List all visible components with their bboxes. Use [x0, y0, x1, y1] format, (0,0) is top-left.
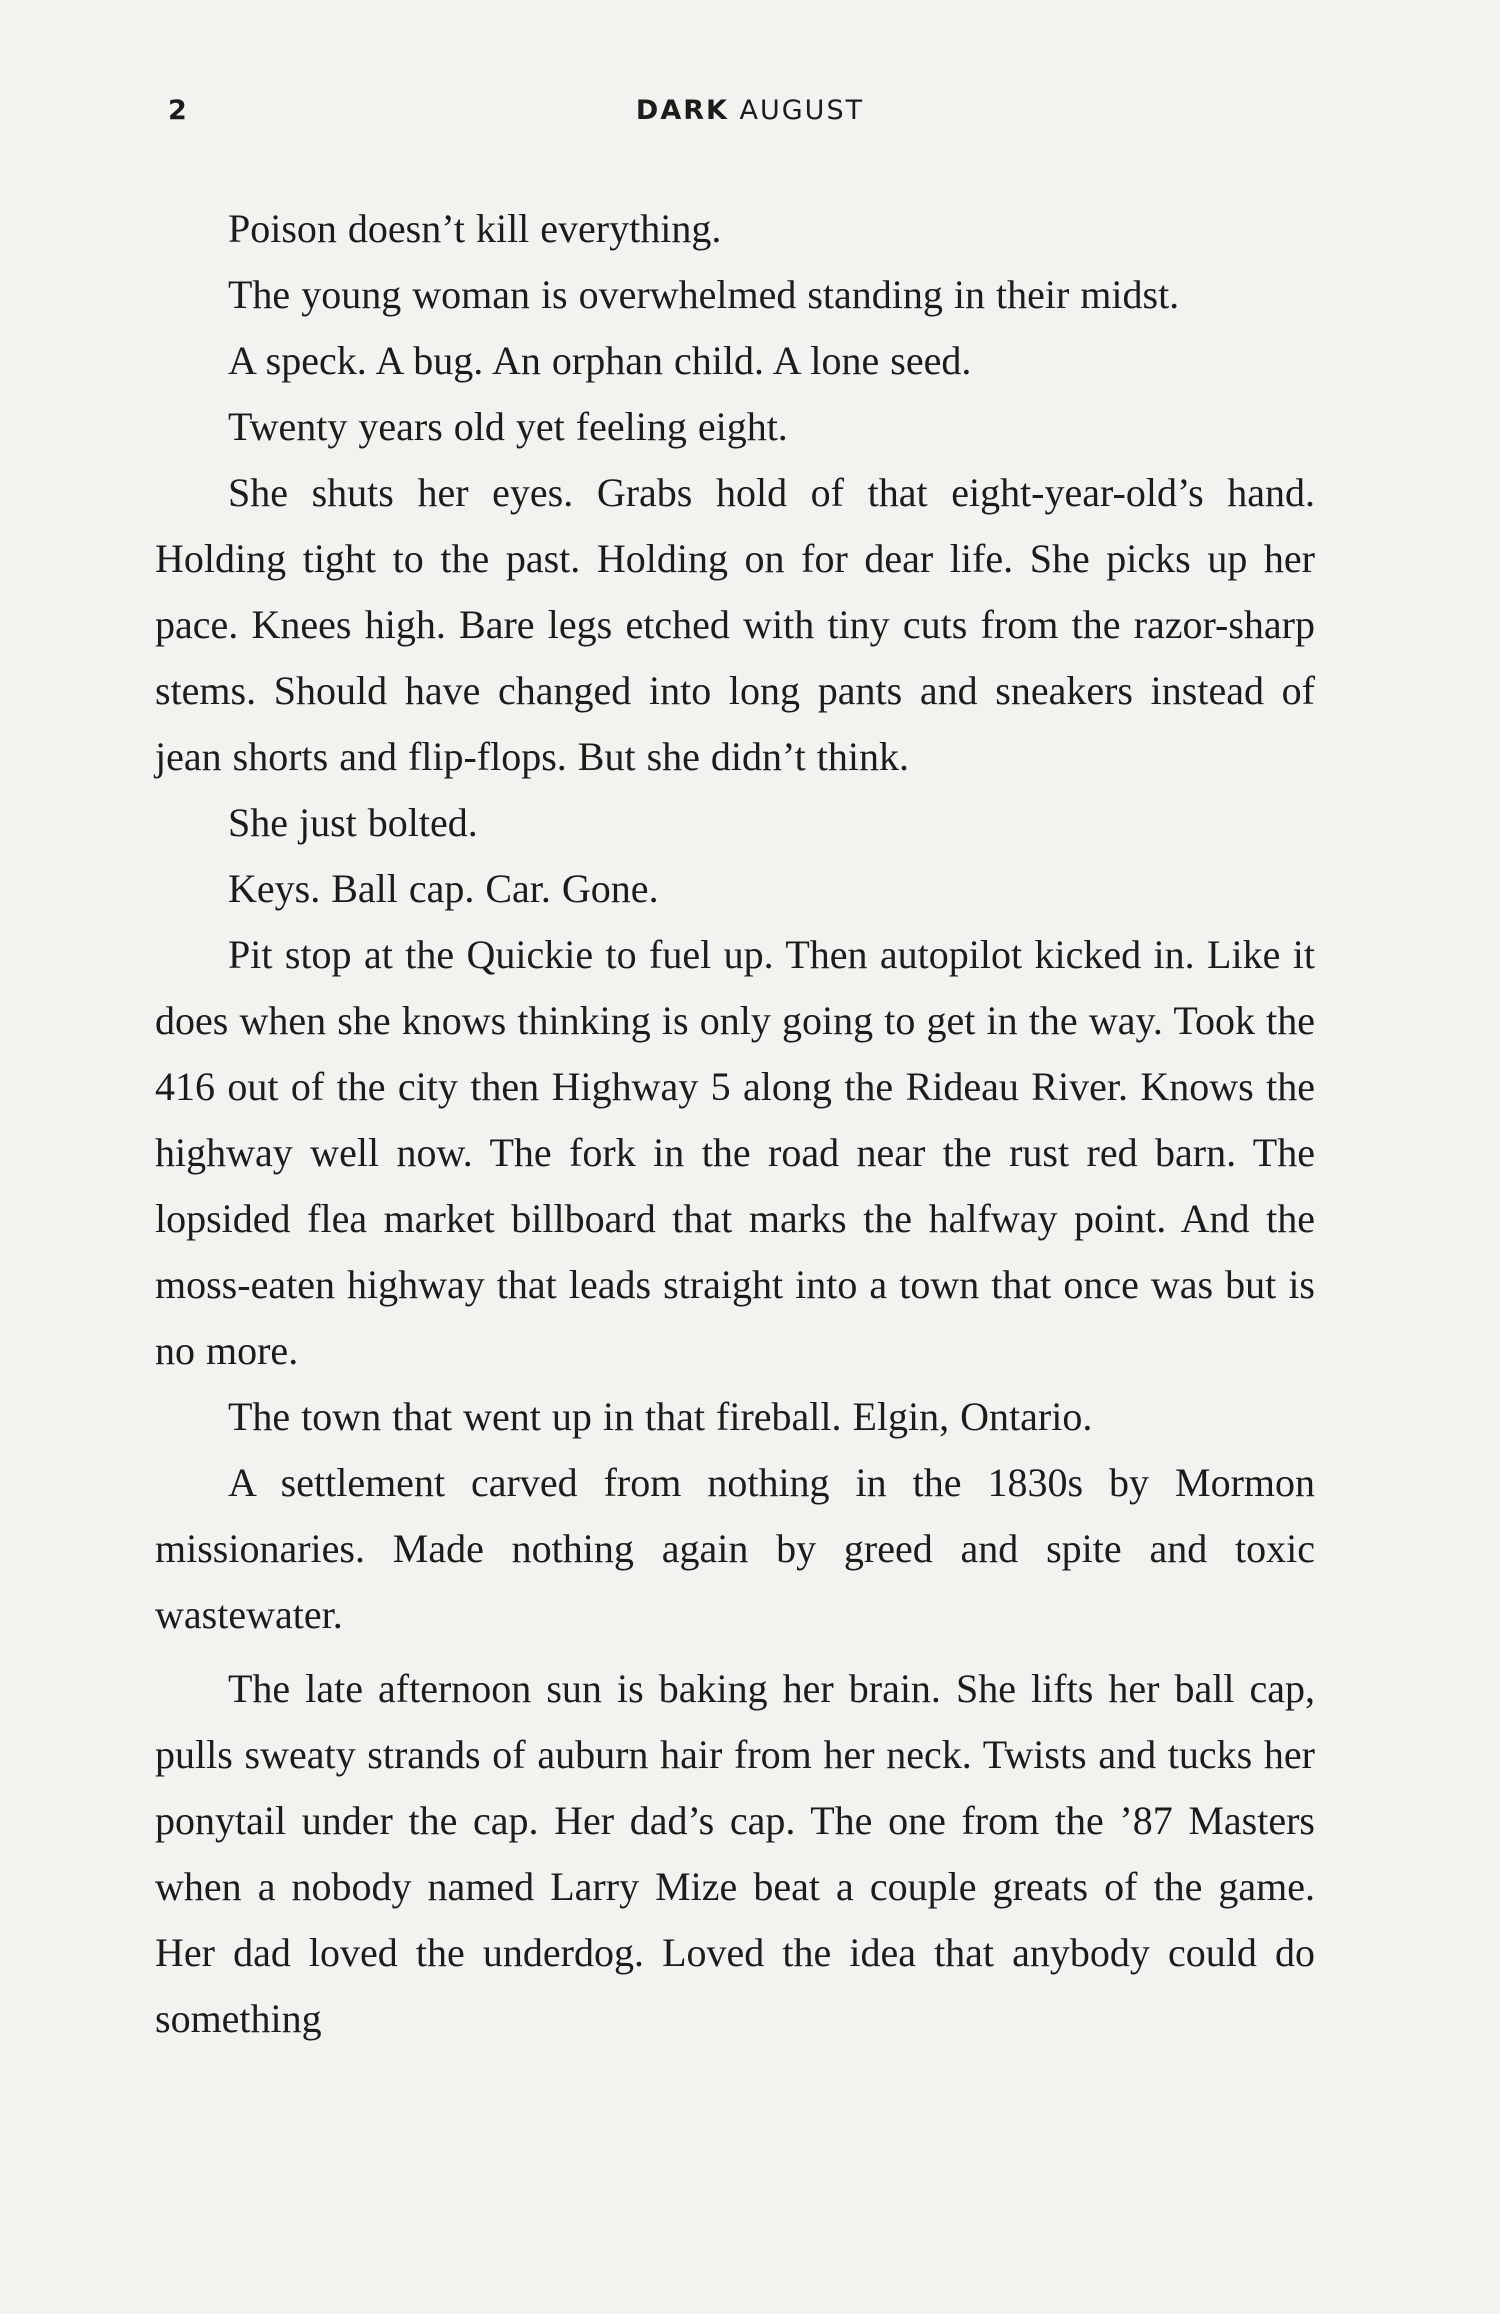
- paragraph: She just bolted.: [228, 800, 478, 845]
- body-text: [155, 196, 1315, 2052]
- running-head-title-rest: AUGUST: [739, 95, 865, 126]
- paragraph: The town that went up in that fireball. Elgin, Ontario.: [228, 1394, 1093, 1439]
- running-head: [0, 94, 1500, 128]
- paragraph: Keys. Ball cap. Car. Gone.: [228, 866, 659, 911]
- paragraph: A settlement carved from nothing in the 1830s by Mormon missionaries. Made nothing again by greed and spite and toxic wastewater.: [155, 1460, 1315, 1637]
- paragraph: A speck. A bug. An orphan child. A lone seed.: [228, 338, 972, 383]
- paragraph: Pit stop at the Quickie to fuel up. Then autopilot kicked in. Like it does when she knows thinking is only going to get in the way. Took the 416 out of the city then Highway 5 along the Rideau River. Knows the highway well now. The fork in the road near the rust red barn. The lopsided flea market billboard that marks the halfway point. And the moss-eaten highway that leads straight into a town that once was but is no more.: [155, 932, 1315, 1373]
- paragraph: The young woman is overwhelmed standing in their midst.: [228, 272, 1180, 317]
- paragraph: She shuts her eyes. Grabs hold of that eight-year-old’s hand. Holding tight to the past. Holding on for dear life. She picks up her pace. Knees high. Bare legs etched with tiny cuts from the razor-sharp stems. Should have changed into long pants and sneakers instead of jean shorts and flip-flops. But she didn’t think.: [155, 470, 1315, 779]
- paragraph: Poison doesn’t kill everything.: [228, 206, 722, 251]
- page-number: 2: [168, 95, 187, 126]
- running-head-title-bold: DARK: [635, 95, 729, 126]
- paragraph: Twenty years old yet feeling eight.: [228, 404, 788, 449]
- page-header: [0, 94, 1500, 134]
- paragraph: The late afternoon sun is baking her brain. She lifts her ball cap, pulls sweaty strands of auburn hair from her neck. Twists and tucks her ponytail under the cap. Her dad’s cap. The one from the ’87 Masters when a nobody named Larry Mize beat a couple greats of the game. Her dad loved the underdog. Loved the idea that anybody could do something: [155, 1666, 1315, 2041]
